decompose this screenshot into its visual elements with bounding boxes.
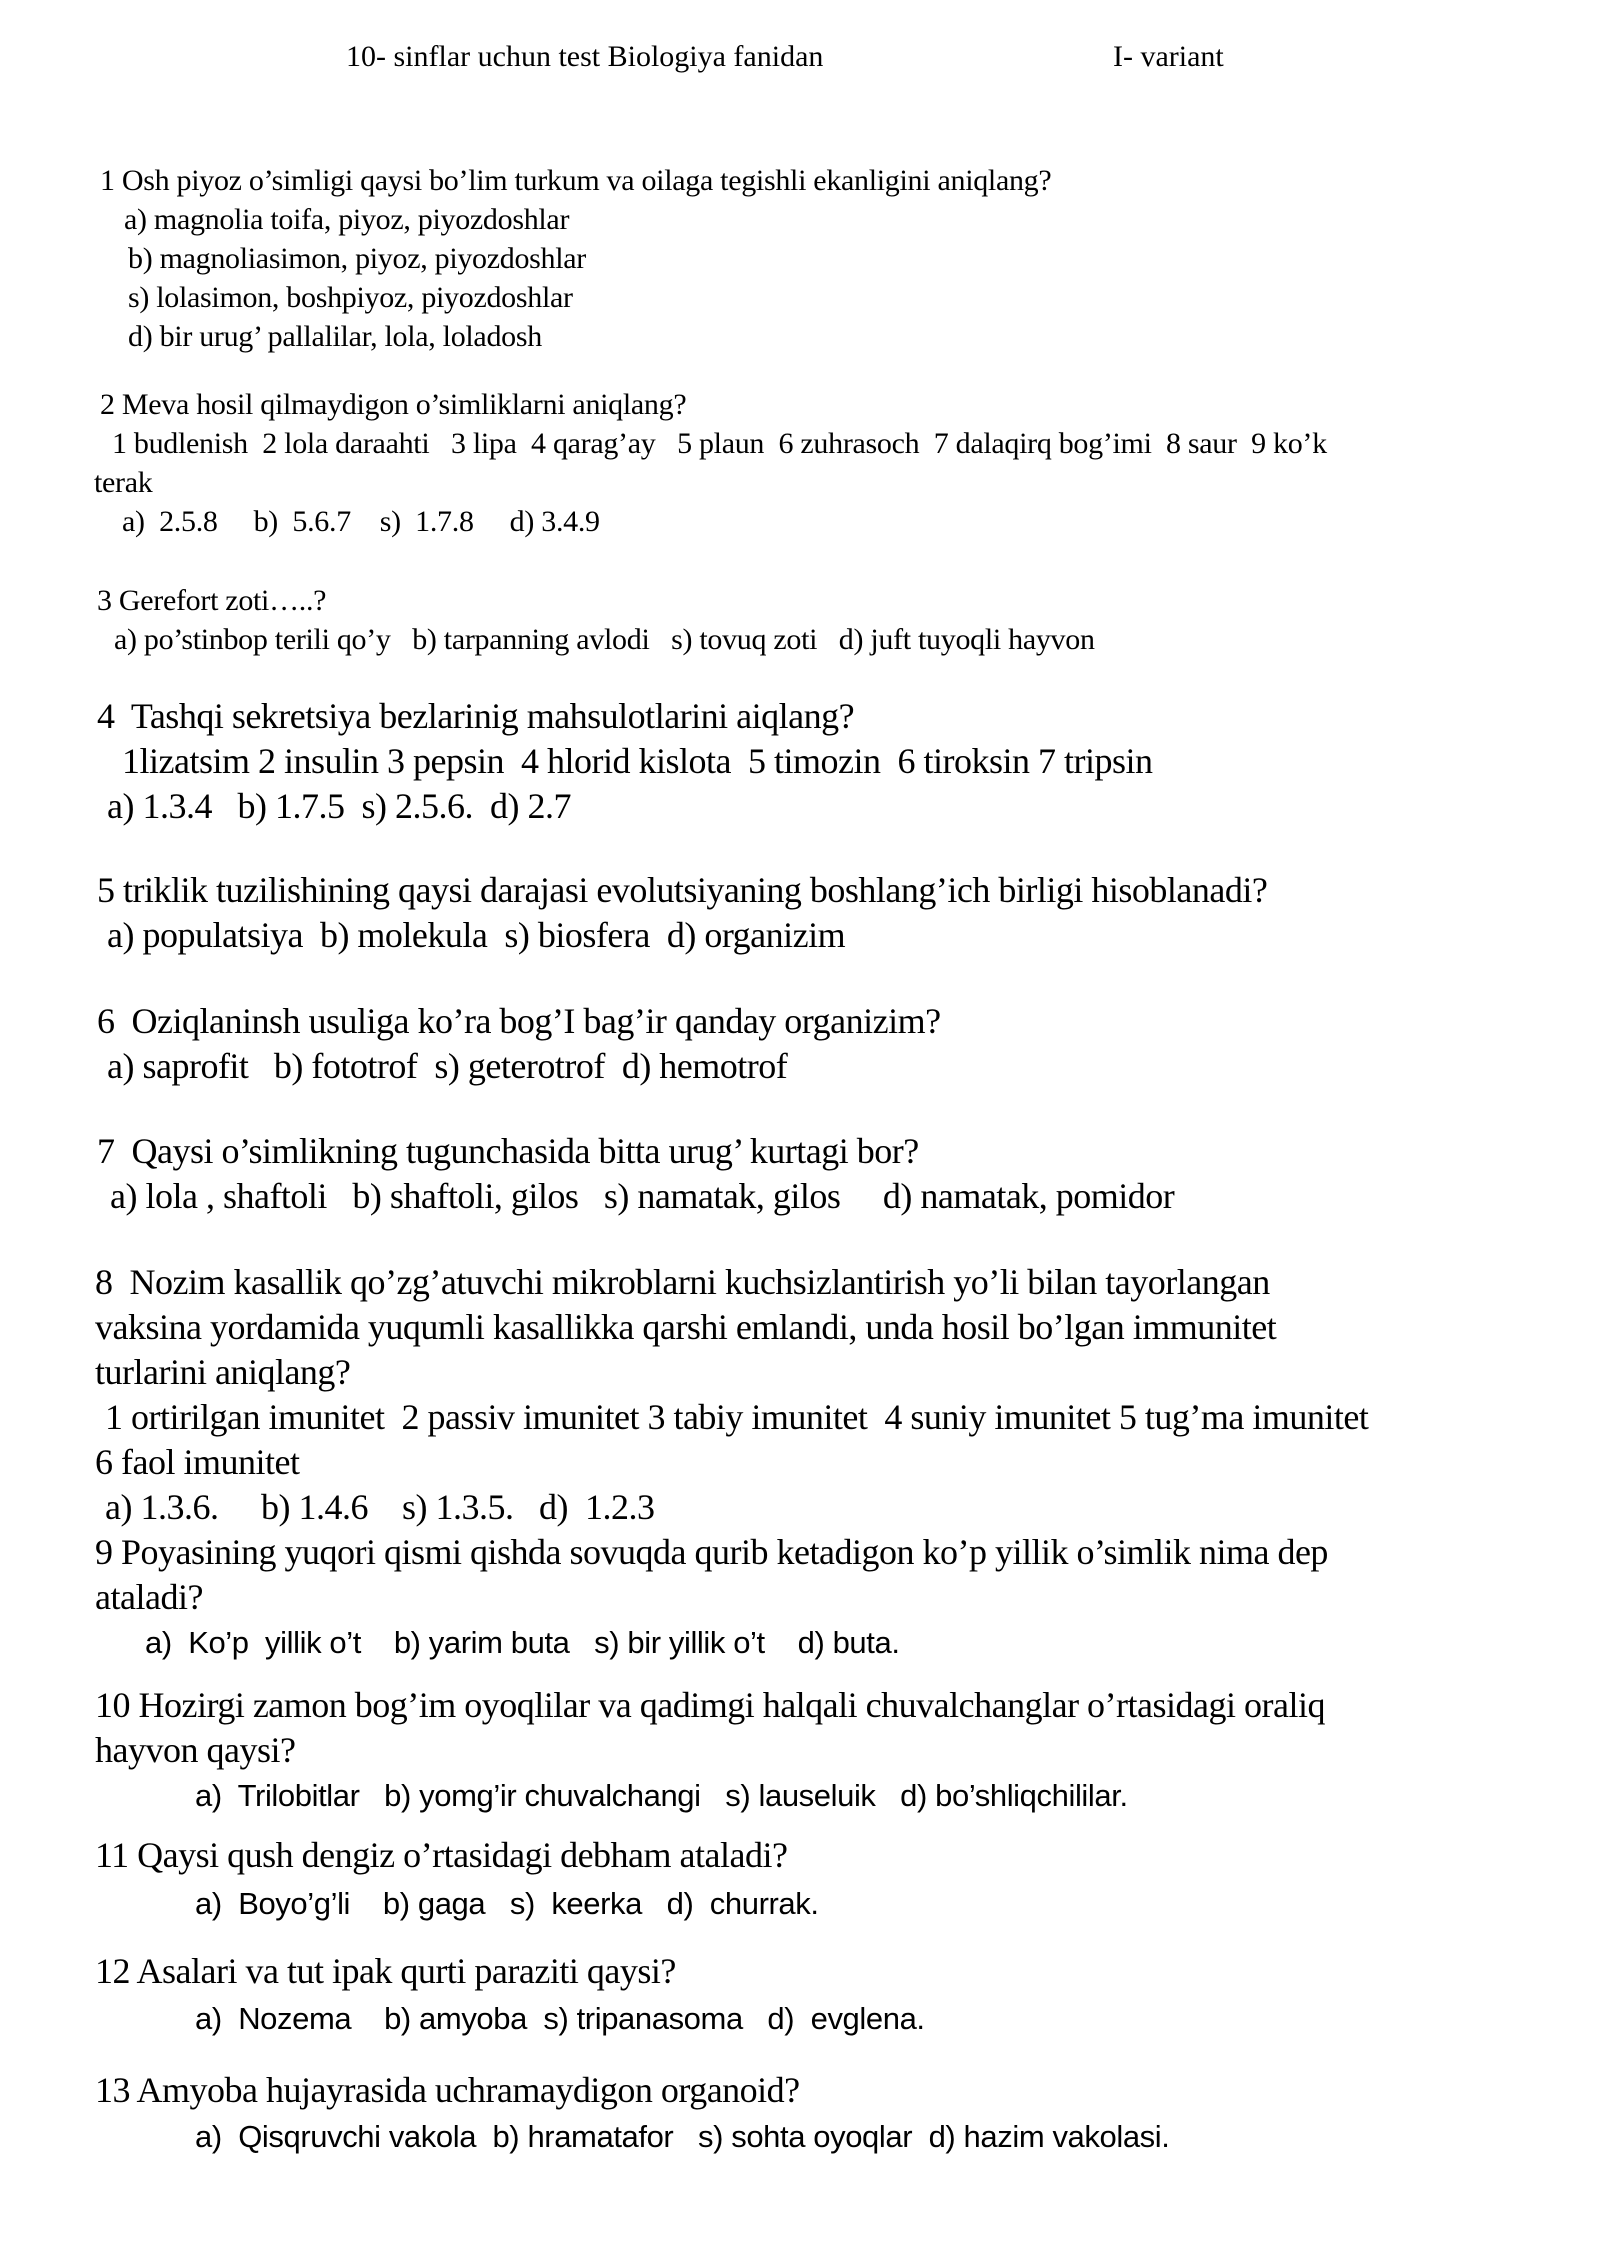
option-line: a) 1.3.6. b) 1.4.6 s) 1.3.5. d) 1.2.3 [105,1487,655,1527]
question-line: 6 faol imunitet [95,1442,300,1482]
option-line: a) Ko’p yillik o’t b) yarim buta s) bir yillik o’t d) buta. [145,1625,900,1660]
question-line: 9 Poyasining yuqori qismi qishda sovuqda qurib ketadigon ko’p yillik o’simlik nima dep [95,1532,1328,1572]
option-line: a) saprofit b) fototrof s) geterotrof d) hemotrof [107,1046,788,1086]
question-line: 13 Amyoba hujayrasida uchramaydigon organoid? [95,2070,800,2110]
question-line: 2 Meva hosil qilmaydigon o’simliklarni aniqlang? [100,388,687,421]
option-line: b) magnoliasimon, piyoz, piyozdoshlar [128,242,586,275]
question-line: terak [94,466,153,499]
question-line: turlarini aniqlang? [95,1352,351,1392]
option-line: a) populatsiya b) molekula s) biosfera d) organizim [107,915,846,955]
question-line: hayvon qaysi? [95,1730,296,1770]
question-line: 4 Tashqi sekretsiya bezlarinig mahsulotlarini aiqlang? [97,696,855,736]
option-line: a) lola , shaftoli b) shaftoli, gilos s) namatak, gilos d) namatak, pomidor [110,1176,1175,1216]
option-line: d) bir urug’ pallalilar, lola, loladosh [128,320,542,353]
question-line: 11 Qaysi qush dengiz o’rtasidagi debham ataladi? [95,1835,788,1875]
page-title: 10- sinflar uchun test Biologiya fanidan [346,40,824,73]
question-line: 1 Osh piyoz o’simligi qaysi bo’lim turkum va oilaga tegishli ekanligini aniqlang? [100,164,1052,197]
option-line: a) Nozema b) amyoba s) tripanasoma d) evglena. [195,2001,925,2036]
option-line: a) Trilobitlar b) yomg’ir chuvalchangi s) lauseluik d) bo’shliqchililar. [195,1778,1128,1813]
question-line: ataladi? [95,1577,203,1617]
variant-label: I- variant [1113,40,1224,73]
question-line: 6 Oziqlaninsh usuliga ko’ra bog’I bag’ir qanday organizim? [97,1001,941,1041]
question-line: 1 budlenish 2 lola daraahti 3 lipa 4 qarag’ay 5 plaun 6 zuhrasoch 7 dalaqirq bog’imi 8 saur 9 ko’k [112,427,1327,460]
option-line: a) 2.5.8 b) 5.6.7 s) 1.7.8 d) 3.4.9 [122,505,600,538]
question-line: 12 Asalari va tut ipak qurti paraziti qaysi? [95,1951,676,1991]
question-line: 5 triklik tuzilishining qaysi darajasi evolutsiyaning boshlang’ich birligi hisoblanadi? [97,870,1268,910]
question-line: vaksina yordamida yuqumli kasallikka qarshi emlandi, unda hosil bo’lgan immunitet [95,1307,1277,1347]
question-line: 7 Qaysi o’simlikning tugunchasida bitta urug’ kurtagi bor? [97,1131,919,1171]
option-line: a) magnolia toifa, piyoz, piyozdoshlar [124,203,570,236]
option-line: a) po’stinbop terili qo’y b) tarpanning avlodi s) tovuq zoti d) juft tuyoqli hayvon [114,623,1095,656]
option-line: a) 1.3.4 b) 1.7.5 s) 2.5.6. d) 2.7 [107,786,571,826]
question-line: 1 ortirilgan imunitet 2 passiv imunitet 3 tabiy imunitet 4 suniy imunitet 5 tug’ma imunitet [105,1397,1369,1437]
question-line: 10 Hozirgi zamon bog’im oyoqlilar va qadimgi halqali chuvalchanglar o’rtasidagi oraliq [95,1685,1325,1725]
option-line: a) Boyo’g’li b) gaga s) keerka d) churrak. [195,1886,819,1921]
question-line: 8 Nozim kasallik qo’zg’atuvchi mikroblarni kuchsizlantirish yo’li bilan tayorlangan [95,1262,1270,1302]
question-line: 3 Gerefort zoti…..? [97,584,327,617]
option-line: s) lolasimon, boshpiyoz, piyozdoshlar [128,281,573,314]
option-line: a) Qisqruvchi vakola b) hramatafor s) sohta oyoqlar d) hazim vakolasi. [195,2119,1170,2154]
questions-container [0,161,1600,2159]
question-line: 1lizatsim 2 insulin 3 pepsin 4 hlorid kislota 5 timozin 6 tiroksin 7 tripsin [122,741,1153,781]
document-header [0,37,1600,76]
